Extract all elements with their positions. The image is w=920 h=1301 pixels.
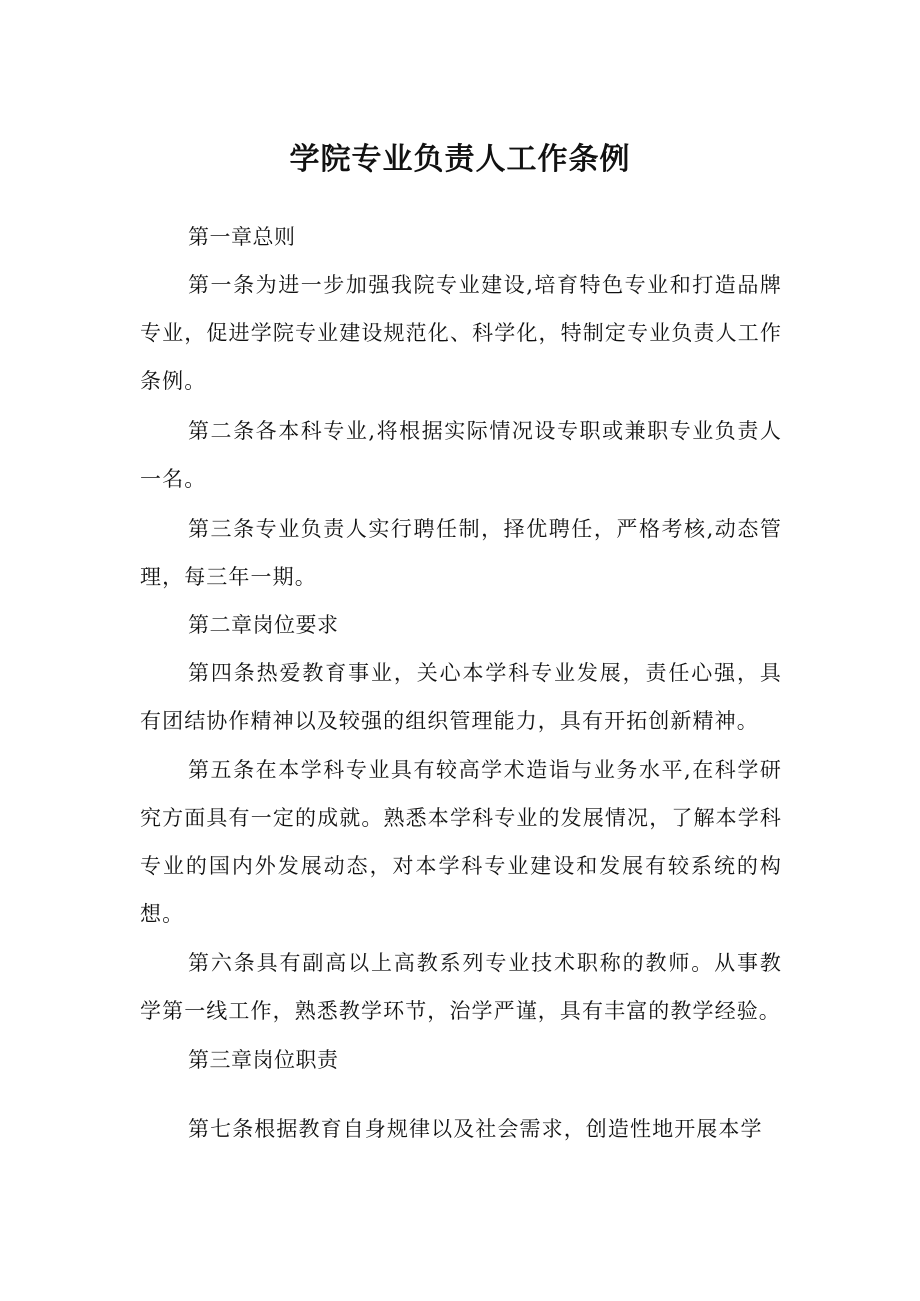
- chapter-3-heading: 第三章岗位职责: [188, 1048, 339, 1072]
- article-1: 第一条为进一步加强我院专业建设,培育特色专业和打造品牌专业，促进学院专业建设规范化、科学化，特制定专业负责人工作条例。: [140, 273, 782, 393]
- chapter-1-heading: 第一章总则: [188, 225, 296, 249]
- chapter-2-heading: 第二章岗位要求: [188, 613, 339, 637]
- article-4: 第四条热爱教育事业，关心本学科专业发展，责任心强，具有团结协作精神以及较强的组织管理能力，具有开拓创新精神。: [140, 661, 782, 733]
- document-title: 学院专业负责人工作条例: [289, 142, 631, 177]
- article-5: 第五条在本学科专业具有较高学术造诣与业务水平,在科学研究方面具有一定的成就。熟悉本学科专业的发展情况，了解本学科专业的国内外发展动态，对本学科专业建设和发展有较系统的构想。: [140, 758, 782, 926]
- article-6: 第六条具有副高以上高教系列专业技术职称的教师。从事教学第一线工作，熟悉教学环节，治学严谨，具有丰富的教学经验。: [140, 951, 782, 1023]
- article-2: 第二条各本科专业,将根据实际情况设专职或兼职专业负责人一名。: [140, 419, 782, 491]
- article-7: 第七条根据教育自身规律以及社会需求，创造性地开展本学: [188, 1117, 763, 1141]
- article-3: 第三条专业负责人实行聘任制，择优聘任，严格考核,动态管理，每三年一期。: [140, 517, 782, 589]
